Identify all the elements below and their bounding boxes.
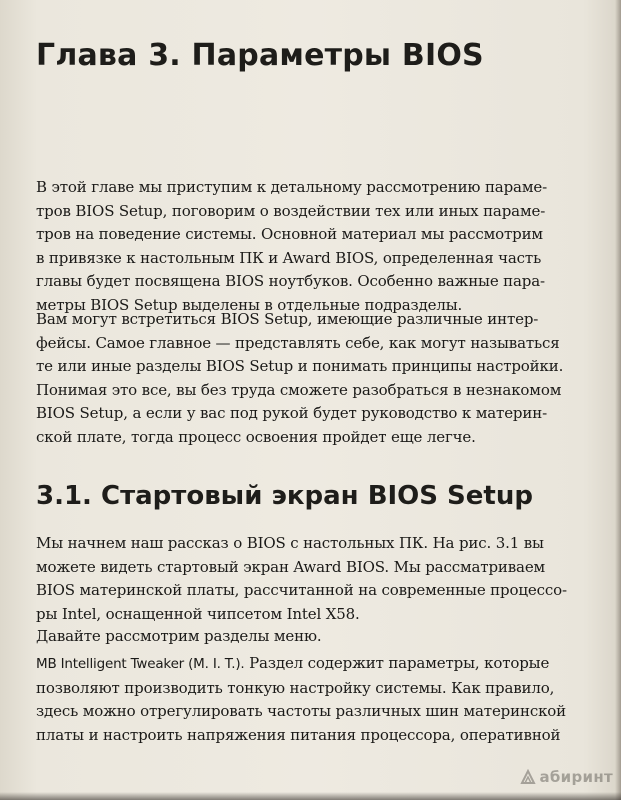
text-line: ры Intel, оснащенной чипсетом Intel X58. bbox=[36, 604, 360, 623]
text-line: тров на поведение системы. Основной материал мы рассмотрим bbox=[36, 225, 543, 243]
text-line: в привязке к настольным ПК и Award BIOS, определенная часть bbox=[36, 248, 542, 267]
text-line: Вам могут встретиться BIOS Setup, имеющие различные интер- bbox=[36, 310, 539, 328]
watermark-text: абиринт bbox=[539, 768, 613, 786]
section-paragraph-3 bbox=[36, 652, 576, 747]
text-line: BIOS Setup, а если у вас под рукой будет руководство к материн- bbox=[36, 404, 548, 422]
text-line: здесь можно отрегулировать частоты различных шин материнской bbox=[36, 702, 567, 720]
text-line: можете видеть стартовый экран Award BIOS. Мы рассматриваем bbox=[36, 557, 546, 576]
watermark-logo bbox=[520, 768, 613, 786]
intro-paragraph-2 bbox=[36, 308, 576, 449]
text-line: Давайте рассмотрим разделы меню. bbox=[36, 627, 322, 645]
text-line: В этой главе мы приступим к детальному рассмотрению параме- bbox=[36, 178, 548, 196]
text-line: BIOS материнской платы, рассчитанной на современные процессо- bbox=[36, 581, 567, 599]
text-line bbox=[36, 652, 576, 677]
intro-paragraph-1 bbox=[36, 176, 576, 317]
text-line: метры BIOS Setup выделены в отдельные подразделы. bbox=[36, 295, 463, 314]
section-paragraph-1 bbox=[36, 532, 576, 626]
page-bottom-edge bbox=[0, 792, 621, 800]
section-title: 3.1. Стартовый экран BIOS Setup bbox=[36, 481, 533, 511]
chapter-title: Глава 3. Параметры BIOS bbox=[36, 38, 484, 73]
labirint-logo-icon bbox=[520, 769, 536, 785]
text-line: те или иные разделы BIOS Setup и понимать принципы настройки. bbox=[36, 357, 564, 375]
text-line: Мы начнем наш рассказ о BIOS с настольных ПК. На рис. 3.1 вы bbox=[36, 534, 544, 552]
term-description: Раздел содержит параметры, которые bbox=[244, 654, 550, 672]
text-line: Понимая это все, вы без труда сможете разобраться в незнакомом bbox=[36, 380, 562, 399]
text-line: фейсы. Самое главное — представлять себе, как могут называться bbox=[36, 333, 560, 352]
text-line: платы и настроить напряжения питания процессора, оперативной bbox=[36, 725, 561, 744]
text-line: главы будет посвящена BIOS ноутбуков. Особенно важные пара- bbox=[36, 272, 545, 290]
page-edge-shadow bbox=[615, 0, 621, 800]
text-line: ской плате, тогда процесс освоения пройдет еще легче. bbox=[36, 427, 476, 446]
section-paragraph-2 bbox=[36, 625, 576, 649]
text-line: тров BIOS Setup, поговорим о воздействии тех или иных парамe- bbox=[36, 201, 546, 220]
text-line: позволяют производить тонкую настройку системы. Как правило, bbox=[36, 678, 555, 697]
menu-term: MB Intelligent Tweaker (M. I. T.). bbox=[36, 656, 245, 672]
